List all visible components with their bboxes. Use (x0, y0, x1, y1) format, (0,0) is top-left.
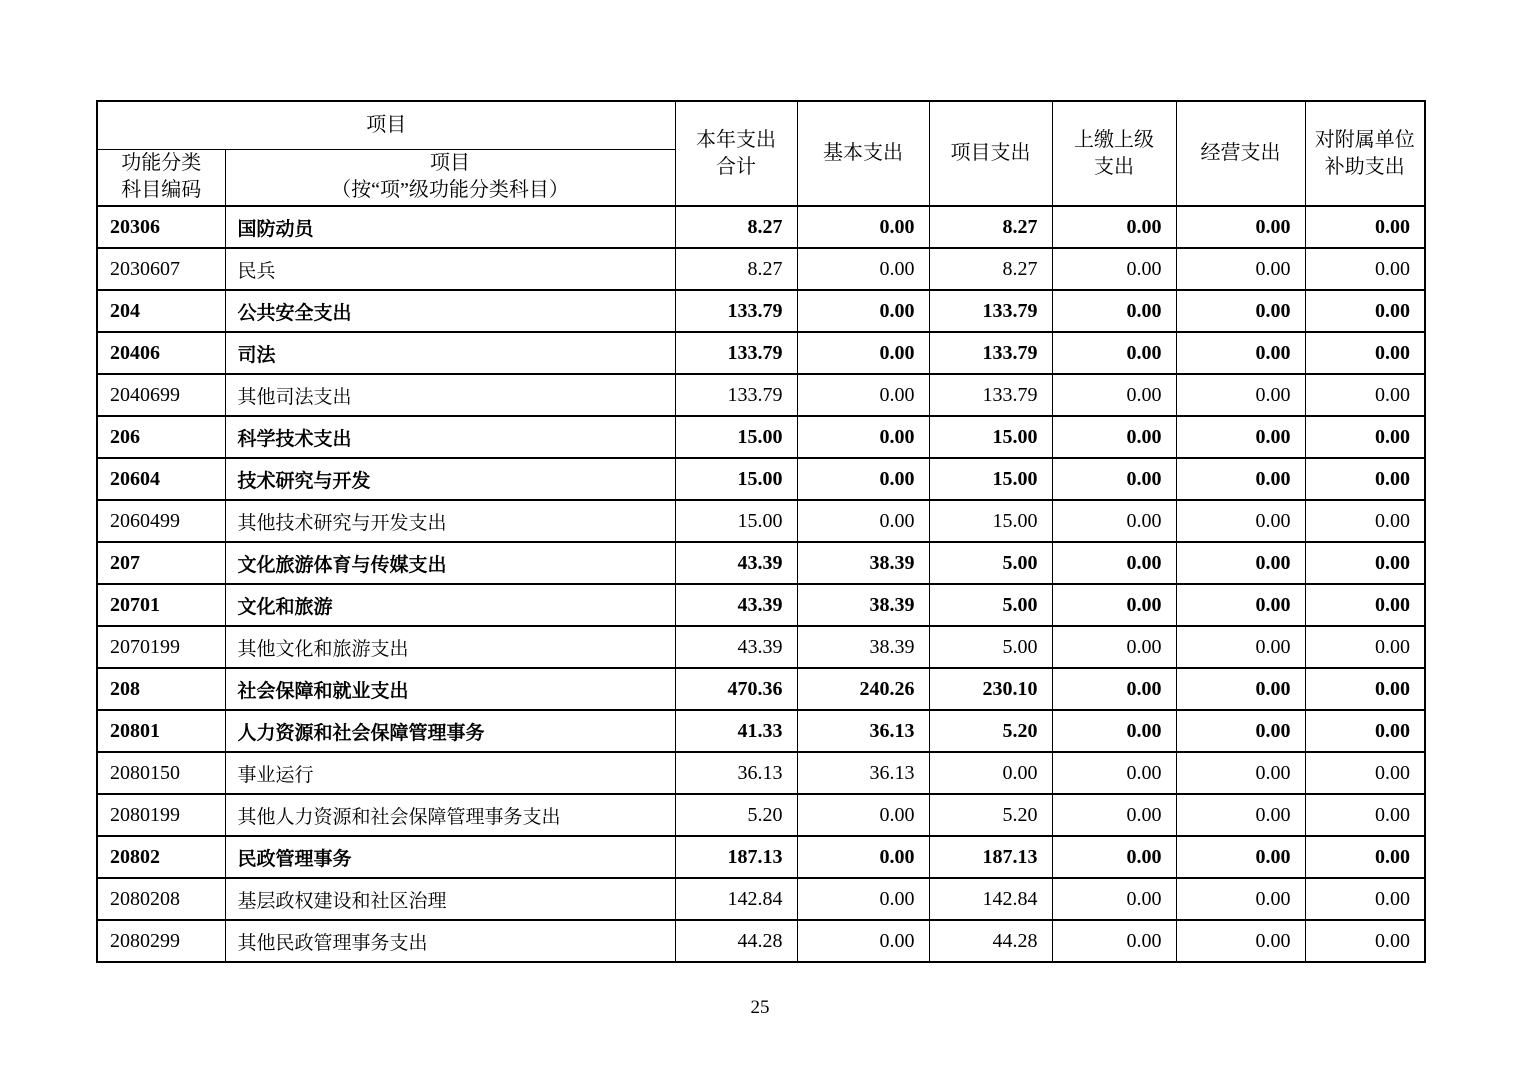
cell-project-expenditure: 0.00 (929, 752, 1052, 794)
cell-total-annual: 15.00 (675, 500, 797, 542)
table-row (97, 206, 1425, 248)
cell-basic-expenditure: 38.39 (797, 542, 929, 584)
table-row (97, 500, 1425, 542)
cell-upper-level-expenditure: 0.00 (1052, 626, 1176, 668)
cell-subsidy-expenditure: 0.00 (1305, 710, 1425, 752)
cell-project-expenditure: 142.84 (929, 878, 1052, 920)
cell-project-expenditure: 5.20 (929, 710, 1052, 752)
cell-upper-level-expenditure: 0.00 (1052, 794, 1176, 836)
cell-subsidy-expenditure: 0.00 (1305, 500, 1425, 542)
cell-basic-expenditure: 0.00 (797, 290, 929, 332)
table-body (97, 206, 1425, 962)
header-function-code: 功能分类 科目编码 (97, 149, 225, 206)
cell-function-code: 2040699 (97, 374, 225, 416)
cell-project-name: 国防动员 (225, 206, 675, 248)
cell-total-annual: 142.84 (675, 878, 797, 920)
cell-total-annual: 43.39 (675, 542, 797, 584)
cell-operating-expenditure: 0.00 (1176, 416, 1305, 458)
cell-basic-expenditure: 36.13 (797, 710, 929, 752)
cell-project-name: 民政管理事务 (225, 836, 675, 878)
cell-basic-expenditure: 0.00 (797, 458, 929, 500)
cell-subsidy-expenditure: 0.00 (1305, 542, 1425, 584)
header-project-group-label: 项目 (366, 113, 407, 136)
cell-subsidy-expenditure: 0.00 (1305, 794, 1425, 836)
header-total-annual: 本年支出 合计 (675, 101, 797, 206)
table-row (97, 416, 1425, 458)
header-operating-expenditure: 经营支出 (1176, 101, 1305, 206)
cell-total-annual: 41.33 (675, 710, 797, 752)
cell-basic-expenditure: 0.00 (797, 374, 929, 416)
cell-project-name: 文化和旅游 (225, 584, 675, 626)
cell-project-expenditure: 44.28 (929, 920, 1052, 962)
table-row (97, 836, 1425, 878)
cell-function-code: 20801 (97, 710, 225, 752)
cell-basic-expenditure: 240.26 (797, 668, 929, 710)
cell-project-name: 社会保障和就业支出 (225, 668, 675, 710)
cell-operating-expenditure: 0.00 (1176, 920, 1305, 962)
table-row (97, 710, 1425, 752)
cell-total-annual: 133.79 (675, 374, 797, 416)
cell-project-expenditure: 15.00 (929, 500, 1052, 542)
cell-operating-expenditure: 0.00 (1176, 626, 1305, 668)
cell-project-name: 民兵 (225, 248, 675, 290)
cell-project-name: 科学技术支出 (225, 416, 675, 458)
cell-project-expenditure: 8.27 (929, 206, 1052, 248)
cell-project-expenditure: 5.00 (929, 584, 1052, 626)
cell-total-annual: 43.39 (675, 626, 797, 668)
cell-subsidy-expenditure: 0.00 (1305, 668, 1425, 710)
cell-total-annual: 133.79 (675, 332, 797, 374)
cell-basic-expenditure: 38.39 (797, 584, 929, 626)
cell-project-name: 事业运行 (225, 752, 675, 794)
table-row (97, 920, 1425, 962)
cell-function-code: 2030607 (97, 248, 225, 290)
cell-subsidy-expenditure: 0.00 (1305, 206, 1425, 248)
cell-project-expenditure: 133.79 (929, 374, 1052, 416)
table-row (97, 248, 1425, 290)
cell-function-code: 20802 (97, 836, 225, 878)
cell-function-code: 20406 (97, 332, 225, 374)
cell-upper-level-expenditure: 0.00 (1052, 416, 1176, 458)
cell-total-annual: 15.00 (675, 458, 797, 500)
cell-total-annual: 8.27 (675, 248, 797, 290)
page-number: 25 (750, 997, 770, 1018)
cell-operating-expenditure: 0.00 (1176, 248, 1305, 290)
cell-total-annual: 470.36 (675, 668, 797, 710)
cell-basic-expenditure: 0.00 (797, 206, 929, 248)
cell-total-annual: 43.39 (675, 584, 797, 626)
cell-function-code: 20306 (97, 206, 225, 248)
cell-basic-expenditure: 0.00 (797, 248, 929, 290)
cell-subsidy-expenditure: 0.00 (1305, 458, 1425, 500)
table-row (97, 290, 1425, 332)
cell-operating-expenditure: 0.00 (1176, 542, 1305, 584)
cell-project-name: 人力资源和社会保障管理事务 (225, 710, 675, 752)
cell-function-code: 208 (97, 668, 225, 710)
cell-upper-level-expenditure: 0.00 (1052, 878, 1176, 920)
cell-upper-level-expenditure: 0.00 (1052, 248, 1176, 290)
cell-basic-expenditure: 0.00 (797, 794, 929, 836)
cell-upper-level-expenditure: 0.00 (1052, 290, 1176, 332)
cell-subsidy-expenditure: 0.00 (1305, 374, 1425, 416)
cell-upper-level-expenditure: 0.00 (1052, 542, 1176, 584)
table-row (97, 542, 1425, 584)
cell-project-name: 其他技术研究与开发支出 (225, 500, 675, 542)
table-row (97, 794, 1425, 836)
header-upper-level-expenditure: 上缴上级 支出 (1052, 101, 1176, 206)
cell-subsidy-expenditure: 0.00 (1305, 752, 1425, 794)
cell-project-expenditure: 133.79 (929, 290, 1052, 332)
cell-basic-expenditure: 0.00 (797, 920, 929, 962)
table-row (97, 584, 1425, 626)
cell-subsidy-expenditure: 0.00 (1305, 416, 1425, 458)
cell-project-expenditure: 8.27 (929, 248, 1052, 290)
expenditure-table (96, 100, 1426, 963)
cell-operating-expenditure: 0.00 (1176, 668, 1305, 710)
cell-operating-expenditure: 0.00 (1176, 752, 1305, 794)
cell-upper-level-expenditure: 0.00 (1052, 710, 1176, 752)
cell-subsidy-expenditure: 0.00 (1305, 626, 1425, 668)
cell-basic-expenditure: 36.13 (797, 752, 929, 794)
cell-basic-expenditure: 38.39 (797, 626, 929, 668)
cell-subsidy-expenditure: 0.00 (1305, 248, 1425, 290)
cell-upper-level-expenditure: 0.00 (1052, 332, 1176, 374)
cell-upper-level-expenditure: 0.00 (1052, 458, 1176, 500)
cell-subsidy-expenditure: 0.00 (1305, 290, 1425, 332)
cell-operating-expenditure: 0.00 (1176, 374, 1305, 416)
table-row (97, 332, 1425, 374)
cell-project-name: 公共安全支出 (225, 290, 675, 332)
cell-operating-expenditure: 0.00 (1176, 332, 1305, 374)
table-header (97, 101, 1425, 206)
cell-basic-expenditure: 0.00 (797, 416, 929, 458)
cell-project-expenditure: 15.00 (929, 416, 1052, 458)
cell-function-code: 2080150 (97, 752, 225, 794)
cell-project-name: 技术研究与开发 (225, 458, 675, 500)
cell-function-code: 207 (97, 542, 225, 584)
cell-project-name: 基层政权建设和社区治理 (225, 878, 675, 920)
cell-function-code: 2060499 (97, 500, 225, 542)
cell-project-expenditure: 5.00 (929, 626, 1052, 668)
cell-basic-expenditure: 0.00 (797, 332, 929, 374)
header-project-expenditure: 项目支出 (929, 101, 1052, 206)
cell-total-annual: 8.27 (675, 206, 797, 248)
cell-total-annual: 5.20 (675, 794, 797, 836)
table-row (97, 626, 1425, 668)
header-project-group (97, 101, 675, 149)
cell-subsidy-expenditure: 0.00 (1305, 836, 1425, 878)
cell-upper-level-expenditure: 0.00 (1052, 374, 1176, 416)
cell-project-name: 其他文化和旅游支出 (225, 626, 675, 668)
cell-upper-level-expenditure: 0.00 (1052, 668, 1176, 710)
cell-operating-expenditure: 0.00 (1176, 878, 1305, 920)
cell-total-annual: 187.13 (675, 836, 797, 878)
cell-operating-expenditure: 0.00 (1176, 710, 1305, 752)
cell-operating-expenditure: 0.00 (1176, 500, 1305, 542)
cell-upper-level-expenditure: 0.00 (1052, 752, 1176, 794)
cell-upper-level-expenditure: 0.00 (1052, 920, 1176, 962)
cell-project-expenditure: 230.10 (929, 668, 1052, 710)
cell-upper-level-expenditure: 0.00 (1052, 500, 1176, 542)
cell-total-annual: 44.28 (675, 920, 797, 962)
cell-project-name: 其他人力资源和社会保障管理事务支出 (225, 794, 675, 836)
cell-total-annual: 133.79 (675, 290, 797, 332)
cell-project-expenditure: 5.20 (929, 794, 1052, 836)
cell-upper-level-expenditure: 0.00 (1052, 836, 1176, 878)
cell-project-name: 文化旅游体育与传媒支出 (225, 542, 675, 584)
table-row (97, 668, 1425, 710)
cell-basic-expenditure: 0.00 (797, 500, 929, 542)
cell-total-annual: 15.00 (675, 416, 797, 458)
cell-subsidy-expenditure: 0.00 (1305, 584, 1425, 626)
cell-project-expenditure: 15.00 (929, 458, 1052, 500)
cell-function-code: 204 (97, 290, 225, 332)
cell-subsidy-expenditure: 0.00 (1305, 332, 1425, 374)
header-basic-expenditure: 基本支出 (797, 101, 929, 206)
cell-operating-expenditure: 0.00 (1176, 836, 1305, 878)
table-row (97, 374, 1425, 416)
cell-project-expenditure: 187.13 (929, 836, 1052, 878)
cell-operating-expenditure: 0.00 (1176, 794, 1305, 836)
cell-project-expenditure: 5.00 (929, 542, 1052, 584)
cell-function-code: 20604 (97, 458, 225, 500)
cell-function-code: 206 (97, 416, 225, 458)
cell-basic-expenditure: 0.00 (797, 878, 929, 920)
cell-project-name: 司法 (225, 332, 675, 374)
cell-operating-expenditure: 0.00 (1176, 290, 1305, 332)
cell-function-code: 2080299 (97, 920, 225, 962)
cell-function-code: 20701 (97, 584, 225, 626)
cell-basic-expenditure: 0.00 (797, 836, 929, 878)
cell-function-code: 2080208 (97, 878, 225, 920)
cell-operating-expenditure: 0.00 (1176, 206, 1305, 248)
cell-subsidy-expenditure: 0.00 (1305, 920, 1425, 962)
cell-project-name: 其他司法支出 (225, 374, 675, 416)
cell-upper-level-expenditure: 0.00 (1052, 206, 1176, 248)
cell-total-annual: 36.13 (675, 752, 797, 794)
table-row (97, 878, 1425, 920)
cell-operating-expenditure: 0.00 (1176, 458, 1305, 500)
cell-operating-expenditure: 0.00 (1176, 584, 1305, 626)
cell-subsidy-expenditure: 0.00 (1305, 878, 1425, 920)
table-row (97, 458, 1425, 500)
cell-upper-level-expenditure: 0.00 (1052, 584, 1176, 626)
header-subsidy-expenditure: 对附属单位 补助支出 (1305, 101, 1425, 206)
cell-project-name: 其他民政管理事务支出 (225, 920, 675, 962)
cell-function-code: 2070199 (97, 626, 225, 668)
cell-project-expenditure: 133.79 (929, 332, 1052, 374)
table-row (97, 752, 1425, 794)
header-project-name: 项目 （按“项”级功能分类科目） (225, 149, 675, 206)
cell-function-code: 2080199 (97, 794, 225, 836)
